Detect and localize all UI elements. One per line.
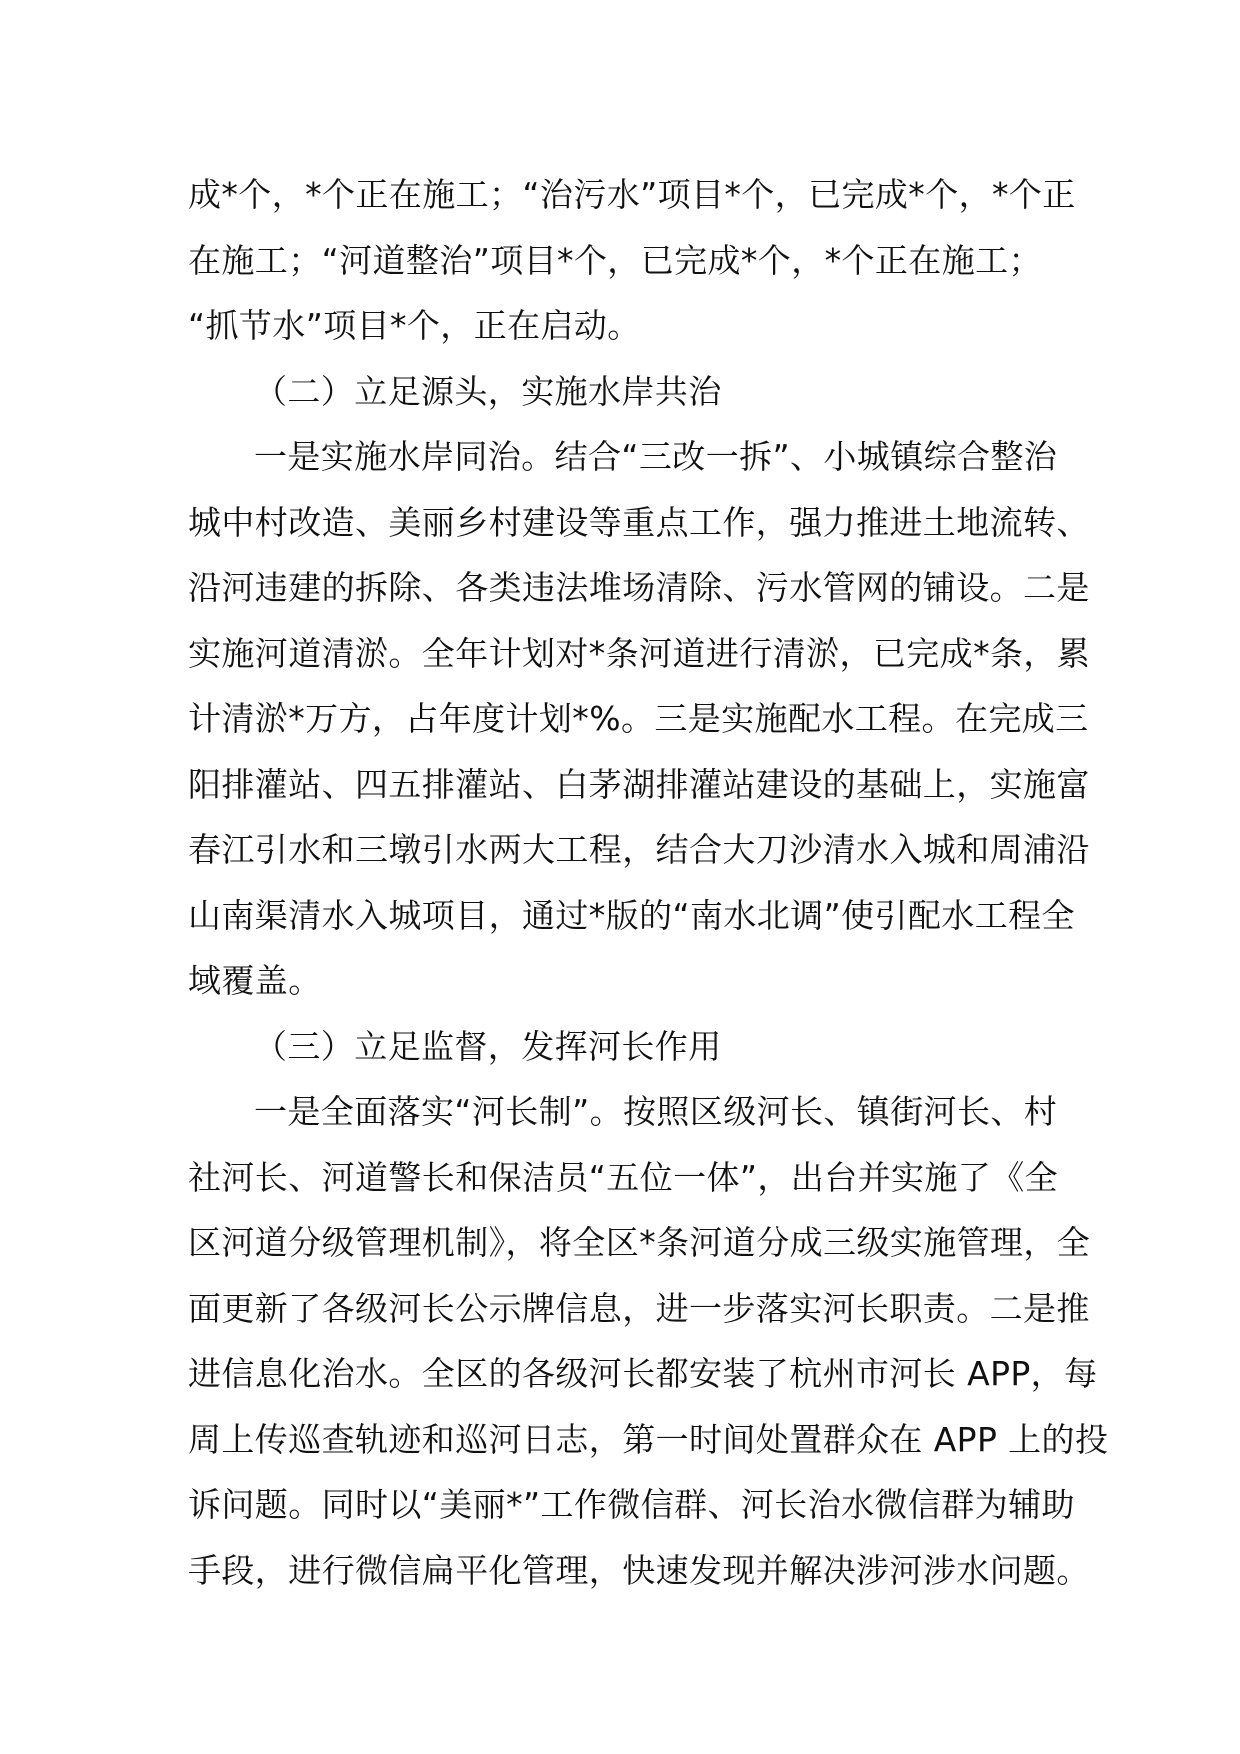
paragraph-shoreline-governance <box>188 424 1091 1014</box>
text-line: 手段，进行微信扁平化管理，快速发现并解决涉河涉水问题。 <box>188 1550 1090 1590</box>
text-line: 实施河道清淤。全年计划对*条河道进行清淤，已完成*条，累 <box>188 633 1091 673</box>
text-line: 沿河违建的拆除、各类违法堆场清除、污水管网的铺设。二是 <box>188 568 1090 607</box>
text-line: 城中村改造、美丽乡村建设等重点工作，强力推进土地流转、 <box>188 502 1090 542</box>
text-line: 一是全面落实“河长制”。按照区级河长、镇街河长、村 <box>254 1092 1058 1131</box>
text-line: 山南渠清水入城项目，通过*版的“南水北调”使引配水工程全 <box>188 895 1075 935</box>
text-line: 社河长、河道警长和保洁员“五位一体”，出台并实施了《全 <box>188 1157 1058 1197</box>
text-line: 阳排灌站、四五排灌站、白茅湖排灌站建设的基础上，实施富 <box>188 764 1090 804</box>
text-line: 区河道分级管理机制》，将全区*条河道分成三级实施管理，全 <box>188 1223 1091 1262</box>
text-line: 一是实施水岸同治。结合“三改一拆”、小城镇综合整治 <box>254 437 1058 476</box>
text-line: 域覆盖。 <box>188 961 322 1000</box>
text-line: “抓节水”项目*个，正在启动。 <box>188 306 641 345</box>
text-line: 周上传巡查轨迹和巡河日志，第一时间处置群众在 APP 上的投 <box>188 1419 1109 1459</box>
paragraph-project-status <box>188 162 1076 359</box>
text-line: 诉问题。同时以“美丽*”工作微信群、河长治水微信群为辅助 <box>188 1485 1075 1524</box>
text-line: 春江引水和三墩引水两大工程，结合大刀沙清水入城和周浦沿 <box>188 830 1090 869</box>
text-line: 计清淤*万方，占年度计划*%。三是实施配水工程。在完成三 <box>188 699 1089 738</box>
paragraph-river-chief-supervision <box>188 1079 1109 1603</box>
document-page <box>188 162 1109 1603</box>
section-heading-two: （二）立足源头，实施水岸共治 <box>254 371 722 411</box>
text-line: 在施工；“河道整治”项目*个，已完成*个，*个正在施工； <box>188 240 1042 280</box>
text-line: 成*个，*个正在施工；“治污水”项目*个，已完成*个，*个正 <box>188 175 1076 214</box>
text-line: 进信息化治水。全区的各级河长都安装了杭州市河长 APP，每 <box>188 1354 1098 1393</box>
text-line: 面更新了各级河长公示牌信息，进一步落实河长职责。二是推 <box>188 1288 1090 1328</box>
section-heading-three: （三）立足监督，发挥河长作用 <box>254 1026 722 1066</box>
